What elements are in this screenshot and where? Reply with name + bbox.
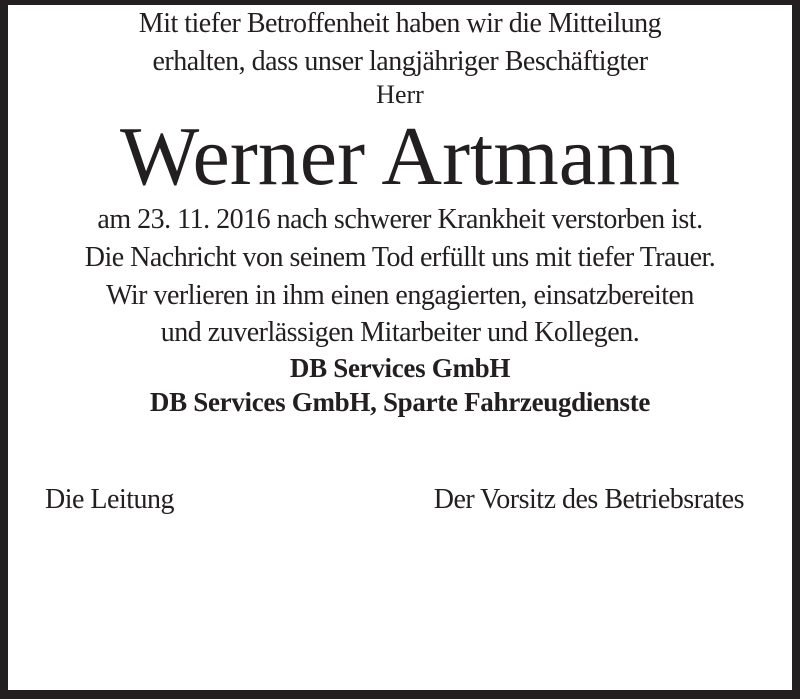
grief-line: Die Nachricht von seinem Tod erfüllt uns mit tiefer Trauer. (84, 242, 716, 273)
intro-text (8, 5, 792, 81)
intro-line-1: Mit tiefer Betroffenheit haben wir die Mitteilung (138, 8, 662, 39)
salutation: Herr (376, 80, 424, 109)
company-signature (8, 351, 792, 419)
signature-right: Der Vorsitz des Betriebsrates (433, 484, 744, 515)
company-line-2: DB Services GmbH, Sparte Fahrzeugdienste (149, 387, 651, 417)
tribute-line-2: und zuverlässigen Mitarbeiter und Kollegen. (160, 317, 640, 348)
company-line-1: DB Services GmbH (289, 353, 511, 383)
intro-line-2: erhalten, dass unser langjähriger Beschäftigter (152, 46, 648, 77)
signature-row (8, 481, 792, 519)
tribute-text (8, 277, 792, 351)
signature-left: Die Leitung (45, 484, 175, 515)
tribute-line-1: Wir verlieren in ihm einen engagierten, einsatzbereiten (106, 280, 694, 311)
deceased-name: Werner Artmann (119, 110, 681, 203)
death-date-line: am 23. 11. 2016 nach schwerer Krankheit verstorben ist. (97, 204, 703, 235)
